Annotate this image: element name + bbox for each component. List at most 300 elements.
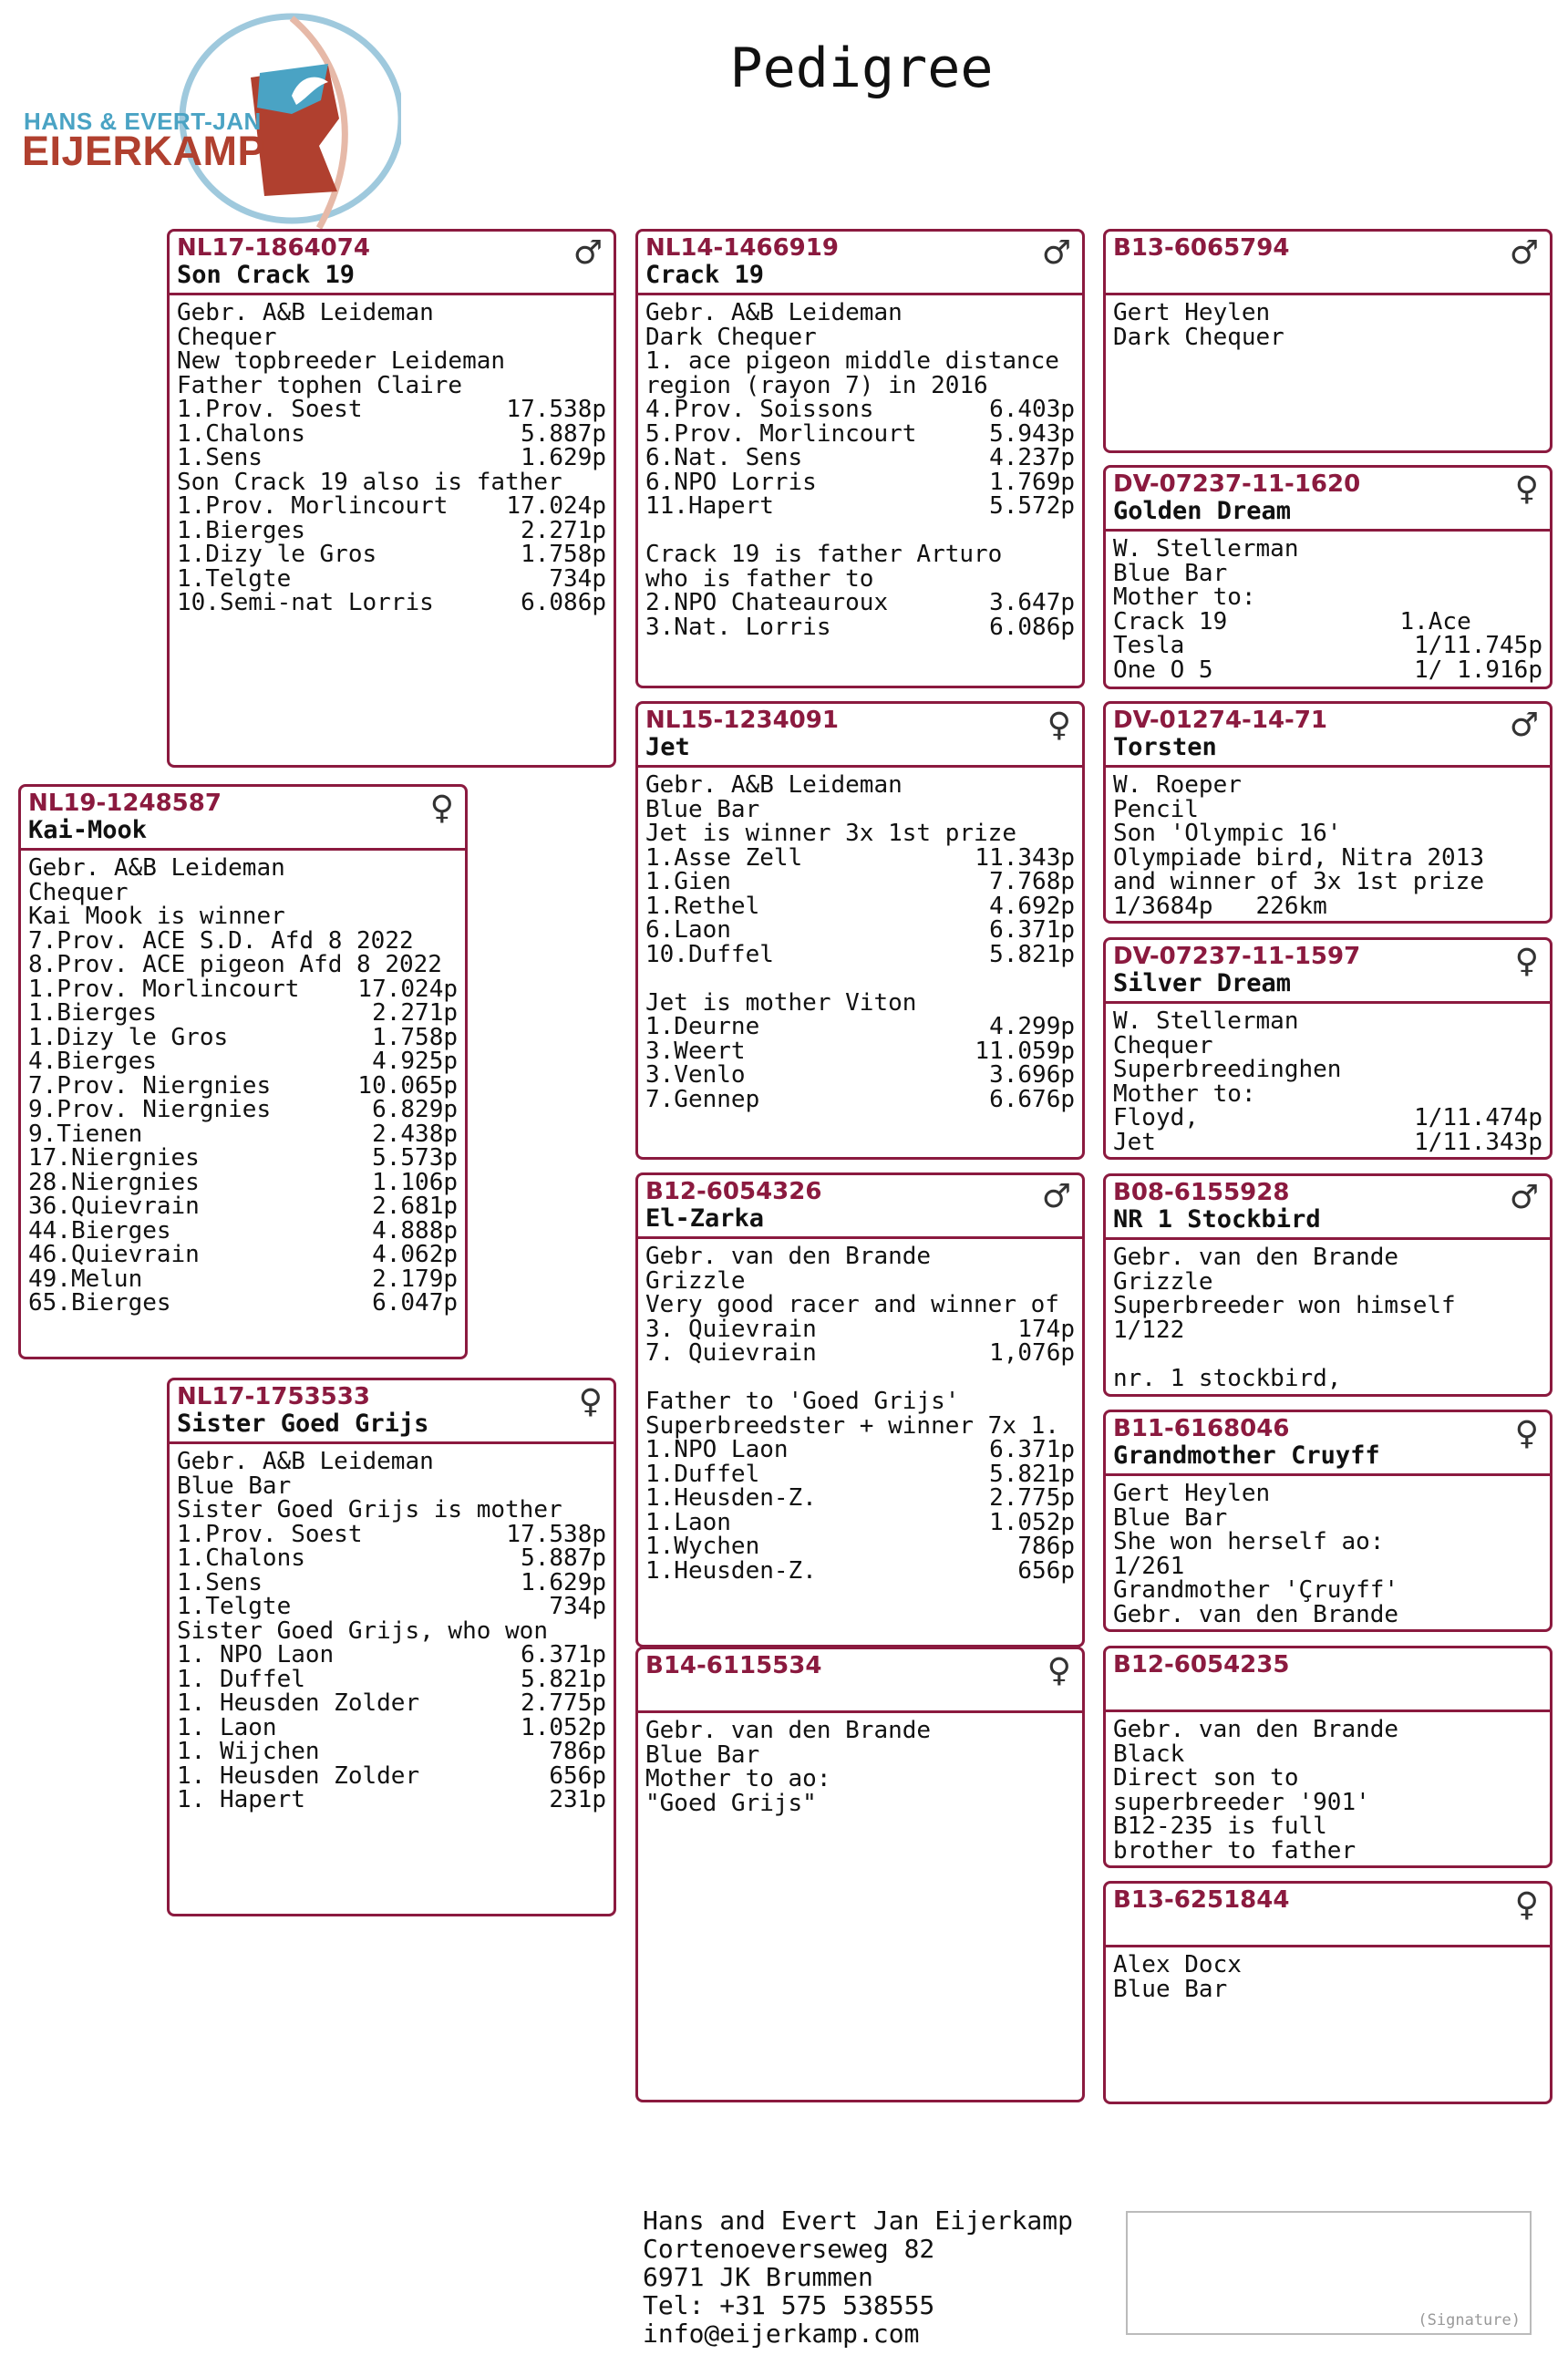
detail-text: 3.Nat. Lorris: [645, 613, 831, 641]
detail-line: [1113, 1552, 1542, 1580]
detail-value: 2.271p: [372, 999, 458, 1027]
detail-line: [1113, 1079, 1542, 1108]
detail-text: Superbreedster + winner 7x 1.: [645, 1411, 1059, 1440]
detail-line: [645, 1063, 1075, 1088]
detail-text: superbreeder '901': [1113, 1788, 1370, 1816]
detail-text: 4.Prov. Soissons: [645, 396, 874, 423]
detail-value: 786p: [1017, 1533, 1075, 1560]
detail-line: [1113, 1503, 1542, 1532]
detail-line: [645, 494, 1075, 519]
female-icon: ♀: [1514, 1415, 1539, 1452]
card-details: [21, 851, 465, 1316]
detail-value: 1.052p: [989, 1508, 1075, 1536]
card-details: [638, 295, 1082, 639]
detail-text: brother to father: [1113, 1836, 1357, 1864]
detail-text: Jet: [1113, 1128, 1156, 1156]
detail-value: 5.887p: [521, 1544, 606, 1572]
detail-line: [1113, 1788, 1542, 1816]
detail-text: 1.Dizy le Gros: [28, 1023, 229, 1051]
card-details: [638, 1713, 1082, 1815]
detail-text: Gebr. van den Brande: [645, 1717, 932, 1744]
detail-text: Chequer: [28, 878, 129, 906]
detail-line: [645, 795, 1075, 823]
detail-line: [177, 419, 606, 448]
footer-line: 6971 JK Brummen: [643, 2262, 873, 2292]
pedigree-card: [1103, 1173, 1553, 1397]
detail-text: 6.Nat. Sens: [645, 444, 803, 471]
detail-text: Grizzle: [645, 1266, 746, 1295]
detail-value: 656p: [549, 1761, 606, 1790]
detail-value: 7.768p: [989, 868, 1075, 895]
card-header: [1106, 940, 1550, 1004]
detail-line: [1113, 1814, 1542, 1839]
detail-text: 17.Niergnies: [28, 1144, 200, 1172]
detail-line: [177, 1616, 606, 1645]
detail-line: [645, 542, 1075, 567]
ring-number: B12-6054235: [1113, 1651, 1290, 1678]
detail-line: [177, 1474, 606, 1499]
detail-value: 6.086p: [521, 589, 606, 616]
detail-value: 1.769p: [989, 468, 1075, 496]
detail-line: [645, 988, 1075, 1017]
detail-value: 734p: [549, 564, 606, 593]
detail-line: [1113, 634, 1542, 658]
female-icon: ♀: [1514, 943, 1539, 980]
detail-value: 5.821p: [989, 940, 1075, 968]
card-header: [170, 232, 614, 295]
detail-text: 49.Melun: [28, 1265, 143, 1293]
detail-line: [28, 977, 458, 1002]
detail-line: [645, 1556, 1075, 1585]
detail-line: [177, 1546, 606, 1571]
female-icon: ♀: [1514, 1886, 1539, 1924]
detail-line: [645, 1341, 1075, 1366]
detail-line: [1113, 1342, 1542, 1367]
female-icon: ♀: [1514, 470, 1539, 508]
detail-value: 2.775p: [521, 1689, 606, 1717]
detail-value: 3.647p: [989, 589, 1075, 616]
detail-line: [1113, 559, 1542, 587]
detail-line: [645, 1438, 1075, 1462]
detail-value: 5.943p: [989, 419, 1075, 448]
detail-value: 6.403p: [989, 396, 1075, 423]
pigeon-name: El-Zarka: [645, 1204, 765, 1233]
detail-line: [177, 494, 606, 519]
detail-line: [1113, 1106, 1542, 1131]
detail-line: [28, 1071, 458, 1100]
detail-text: 36.Quievrain: [28, 1193, 200, 1220]
detail-text: 3.Venlo: [645, 1061, 746, 1089]
detail-line: [1113, 1600, 1542, 1628]
detail-value: 5.573p: [372, 1144, 458, 1172]
detail-text: W. Roeper: [1113, 771, 1242, 799]
detail-text: 10.Semi-nat Lorris: [177, 589, 434, 616]
detail-line: [1113, 894, 1542, 919]
detail-line: [177, 516, 606, 544]
detail-line: [1113, 1482, 1542, 1506]
detail-value: 4.062p: [372, 1241, 458, 1268]
detail-text: Gebr. van den Brande: [1113, 1716, 1399, 1743]
card-details: [1106, 1947, 1550, 2001]
detail-text: 1.Laon: [645, 1508, 731, 1536]
detail-text: 7.Gennep: [645, 1085, 760, 1113]
detail-line: [177, 349, 606, 374]
detail-value: 6.371p: [989, 916, 1075, 944]
ring-number: B11-6168046: [1113, 1415, 1290, 1442]
card-details: [170, 1444, 614, 1813]
detail-value: 17.538p: [506, 396, 606, 423]
detail-line: [28, 953, 458, 977]
detail-line: [28, 1122, 458, 1147]
detail-value: 1.629p: [521, 444, 606, 471]
detail-line: [645, 615, 1075, 640]
detail-text: Gebr. A&B Leideman: [28, 854, 285, 882]
detail-line: [177, 1665, 606, 1693]
detail-value: 2.681p: [372, 1193, 458, 1220]
detail-text: 2.NPO Chateauroux: [645, 589, 889, 616]
detail-text: Dark Chequer: [1113, 323, 1284, 351]
detail-value: 4.925p: [372, 1048, 458, 1075]
detail-text: Alex Docx: [1113, 1951, 1242, 1978]
detail-text: 1.Rethel: [645, 892, 760, 920]
detail-line: [645, 1486, 1075, 1511]
detail-value: 5.572p: [989, 492, 1075, 520]
detail-line: [177, 1498, 606, 1523]
pigeon-name: Jet: [645, 733, 690, 761]
ring-number: DV-07237-11-1620: [1113, 470, 1361, 498]
female-icon: ♀: [578, 1383, 603, 1420]
male-icon: ♂: [1509, 234, 1539, 272]
detail-line: [177, 325, 606, 350]
card-details: [1106, 1712, 1550, 1863]
detail-text: Olympiade bird, Nitra 2013: [1113, 843, 1484, 872]
detail-text: Dark Chequer: [645, 323, 817, 351]
detail-line: [1113, 1294, 1542, 1318]
detail-value: 6.676p: [989, 1085, 1075, 1113]
detail-text: Superbreedinghen: [1113, 1056, 1342, 1083]
detail-text: Crack 19: [1113, 607, 1228, 635]
detail-text: Blue Bar: [645, 1740, 760, 1769]
detail-text: 1.Prov. Morlincourt: [177, 492, 449, 520]
ring-number: B14-6115534: [645, 1652, 822, 1679]
detail-text: Jet is winner 3x 1st prize: [645, 820, 1016, 847]
detail-line: [645, 1366, 1075, 1390]
detail-line: [28, 1023, 458, 1051]
detail-value: 1.629p: [521, 1568, 606, 1596]
detail-text: Son 'Olympic 16': [1113, 820, 1342, 847]
detail-line: [645, 1266, 1075, 1295]
detail-line: [28, 1001, 458, 1026]
pedigree-card: [167, 1378, 616, 1916]
pigeon-name: Torsten: [1113, 733, 1217, 761]
card-details: [638, 768, 1082, 1111]
ring-number: B12-6054326: [645, 1178, 822, 1205]
detail-line: [177, 1713, 606, 1741]
detail-text: Gebr. van den Brande: [1113, 1600, 1399, 1628]
detail-line: [645, 894, 1075, 919]
detail-line: [645, 918, 1075, 943]
detail-value: 1/11.745p: [1414, 632, 1542, 659]
detail-text: Grizzle: [1113, 1267, 1213, 1296]
detail-line: [645, 371, 1075, 399]
detail-text: nr. 1 stockbird,: [1113, 1364, 1342, 1392]
detail-line: [645, 940, 1075, 968]
detail-text: Gebr. van den Brande: [1113, 1244, 1399, 1271]
detail-text: region (rayon 7) in 2016: [645, 371, 988, 399]
card-details: [638, 1239, 1082, 1583]
pedigree-card: [1103, 1881, 1553, 2104]
detail-value: 1/11.474p: [1414, 1104, 1542, 1131]
detail-value: 4.692p: [989, 892, 1075, 920]
female-icon: ♀: [1047, 1652, 1071, 1689]
pigeon-name: Son Crack 19: [177, 261, 356, 289]
detail-line: [645, 1245, 1075, 1269]
detail-line: [1113, 870, 1542, 894]
card-header: [1106, 1648, 1550, 1712]
detail-text: Father tophen Claire: [177, 371, 463, 399]
detail-text: Floyd,: [1113, 1104, 1199, 1131]
detail-text: 6.NPO Lorris: [645, 468, 817, 496]
detail-line: [645, 349, 1075, 374]
signature-box: [1126, 2211, 1532, 2335]
detail-text: 1.Deurne: [645, 1013, 760, 1040]
pigeon-name: Kai-Mook: [28, 816, 148, 844]
detail-text: 1.Heusden-Z.: [645, 1556, 817, 1585]
detail-text: Superbreeder won himself: [1113, 1292, 1456, 1319]
detail-value: 6.371p: [521, 1641, 606, 1668]
detail-text: New topbreeder Leideman: [177, 347, 506, 375]
pedigree-card: [635, 1172, 1085, 1647]
detail-line: [28, 1267, 458, 1292]
detail-text: 1.Dizy le Gros: [177, 541, 377, 568]
detail-text: Blue Bar: [645, 795, 760, 823]
pedigree-card: [1103, 229, 1553, 453]
detail-line: [1113, 1267, 1542, 1296]
detail-text: 28.Niergnies: [28, 1168, 200, 1196]
detail-line: [1113, 585, 1542, 610]
detail-value: 17.538p: [506, 1520, 606, 1548]
detail-line: [645, 1740, 1075, 1769]
detail-line: [645, 1789, 1075, 1817]
detail-text: Crack 19 is father Arturo: [645, 541, 1003, 568]
detail-line: [177, 1450, 606, 1474]
detail-line: [28, 1168, 458, 1196]
detail-line: [177, 371, 606, 399]
card-details: [170, 295, 614, 615]
detail-line: [645, 821, 1075, 846]
detail-line: [645, 1411, 1075, 1440]
detail-value: 10.065p: [357, 1071, 458, 1100]
detail-text: Blue Bar: [177, 1472, 292, 1500]
detail-text: 3.Weert: [645, 1037, 746, 1065]
detail-line: [1113, 1975, 1542, 2003]
detail-text: Black: [1113, 1740, 1185, 1768]
detail-line: [1113, 795, 1542, 823]
detail-value: 6.086p: [989, 613, 1075, 641]
male-icon: ♂: [1509, 1179, 1539, 1216]
detail-line: [645, 519, 1075, 543]
detail-line: [645, 301, 1075, 325]
detail-value: 1.106p: [372, 1168, 458, 1196]
pedigree-card: [1103, 465, 1553, 689]
detail-value: 6.371p: [989, 1436, 1075, 1463]
detail-line: [1113, 325, 1542, 350]
detail-text: 1. Laon: [177, 1713, 277, 1741]
detail-value: 2.775p: [989, 1484, 1075, 1512]
detail-line: [177, 1595, 606, 1619]
detail-text: 1. Hapert: [177, 1786, 305, 1813]
detail-line: [177, 470, 606, 495]
detail-text: 1. Heusden Zolder: [177, 1761, 420, 1790]
detail-text: Chequer: [177, 323, 277, 351]
detail-line: [1113, 1318, 1542, 1343]
card-header: [21, 787, 465, 851]
card-details: [1106, 1004, 1550, 1154]
detail-value: 6.047p: [372, 1289, 458, 1317]
logo-line-1: HANS & EVERT-JAN: [24, 108, 262, 135]
detail-text: B12-235 is full: [1113, 1813, 1327, 1840]
detail-line: [1113, 1364, 1542, 1392]
detail-value: 17.024p: [506, 492, 606, 520]
detail-line: [177, 1788, 606, 1813]
ring-number: B13-6065794: [1113, 234, 1290, 262]
detail-text: 1/261: [1113, 1552, 1185, 1580]
card-header: [170, 1380, 614, 1444]
detail-text: 1.Sens: [177, 1568, 263, 1596]
detail-text: Mother to ao:: [645, 1765, 831, 1792]
detail-value: 1.758p: [372, 1023, 458, 1051]
detail-line: [645, 325, 1075, 350]
detail-text: Blue Bar: [1113, 1975, 1228, 2003]
detail-line: [645, 1039, 1075, 1064]
card-header: [638, 1175, 1082, 1239]
detail-value: 1.Ace: [1399, 607, 1542, 635]
male-icon: ♂: [1509, 707, 1539, 744]
detail-text: Direct son to: [1113, 1764, 1299, 1792]
detail-text: 1.Telgte: [177, 1593, 292, 1620]
detail-text: 1.Sens: [177, 444, 263, 471]
logo-line-2: EIJERKAMP: [22, 128, 266, 174]
detail-line: [28, 926, 458, 955]
pedigree-card: [1103, 701, 1553, 924]
detail-text: Tesla: [1113, 632, 1185, 659]
detail-value: 231p: [549, 1786, 606, 1813]
detail-value: 2.271p: [521, 516, 606, 544]
detail-line: [1113, 1031, 1542, 1059]
detail-text: Mother to:: [1113, 1079, 1256, 1108]
detail-line: [177, 398, 606, 422]
detail-line: [1113, 537, 1542, 562]
detail-line: [177, 1761, 606, 1790]
detail-value: 3.696p: [989, 1061, 1075, 1089]
detail-text: "Goed Grijs": [645, 1789, 817, 1817]
card-details: [1106, 532, 1550, 682]
detail-text: 46.Quievrain: [28, 1241, 200, 1268]
detail-line: [645, 1015, 1075, 1039]
detail-text: Gebr. A&B Leideman: [177, 299, 434, 326]
detail-line: [177, 564, 606, 593]
detail-line: [1113, 1128, 1542, 1156]
detail-line: [645, 398, 1075, 422]
detail-value: 4.299p: [989, 1013, 1075, 1040]
detail-line: [645, 470, 1075, 495]
detail-value: 5.887p: [521, 419, 606, 448]
detail-text: 7.Prov. ACE S.D. Afd 8 2022: [28, 926, 414, 955]
detail-text: Gebr. A&B Leideman: [645, 299, 903, 326]
detail-line: [645, 564, 1075, 593]
pigeon-name: Grandmother Cruyff: [1113, 1441, 1380, 1470]
detail-value: 1.758p: [521, 541, 606, 568]
ring-number: NL17-1753533: [177, 1383, 370, 1410]
detail-text: Chequer: [1113, 1031, 1213, 1059]
detail-text: 1.Asse Zell: [645, 843, 803, 872]
detail-text: 6.Laon: [645, 916, 731, 944]
detail-line: [645, 870, 1075, 894]
detail-line: [1113, 607, 1542, 635]
card-header: [1106, 704, 1550, 768]
detail-line: [177, 1568, 606, 1596]
detail-line: [645, 1085, 1075, 1113]
detail-text: W. Stellerman: [1113, 535, 1299, 563]
detail-line: [645, 1389, 1075, 1414]
card-header: [638, 232, 1082, 295]
detail-line: [645, 1767, 1075, 1792]
detail-line: [28, 856, 458, 881]
card-details: [1106, 768, 1550, 918]
detail-text: 4.Bierges: [28, 1048, 157, 1075]
detail-line: [645, 773, 1075, 798]
detail-line: [177, 1740, 606, 1764]
detail-value: 2.179p: [372, 1265, 458, 1293]
detail-text: 65.Bierges: [28, 1289, 171, 1317]
detail-text: Gebr. A&B Leideman: [177, 1448, 434, 1475]
card-header: [1106, 1884, 1550, 1947]
detail-value: 1,076p: [989, 1339, 1075, 1367]
ring-number: NL17-1864074: [177, 234, 370, 262]
detail-text: 1/122: [1113, 1316, 1185, 1344]
detail-line: [28, 904, 458, 929]
ring-number: DV-07237-11-1597: [1113, 943, 1361, 970]
footer-line: Cortenoeverseweg 82: [643, 2234, 935, 2264]
detail-text: 1.Heusden-Z.: [645, 1484, 817, 1512]
female-icon: ♀: [1047, 707, 1071, 744]
detail-text: Gert Heylen: [1113, 299, 1271, 326]
detail-line: [645, 1534, 1075, 1559]
detail-text: 44.Bierges: [28, 1216, 171, 1245]
detail-text: 5.Prov. Morlincourt: [645, 419, 917, 448]
footer-line: Hans and Evert Jan Eijerkamp: [643, 2205, 1074, 2236]
detail-value: 17.024p: [357, 975, 458, 1003]
detail-line: [645, 1508, 1075, 1536]
detail-line: [645, 419, 1075, 448]
detail-value: 11.059p: [975, 1037, 1075, 1065]
detail-line: [1113, 658, 1542, 683]
detail-text: 1.Prov. Soest: [177, 1520, 363, 1548]
detail-text: 1.Wychen: [645, 1533, 760, 1560]
card-header: [1106, 232, 1550, 295]
detail-value: 4.237p: [989, 444, 1075, 471]
male-icon: ♂: [573, 234, 603, 272]
male-icon: ♂: [1041, 234, 1071, 272]
detail-text: 1.Gien: [645, 868, 731, 895]
detail-text: Sister Goed Grijs is mother: [177, 1496, 562, 1524]
detail-text: 1. Heusden Zolder: [177, 1689, 420, 1717]
detail-line: [645, 843, 1075, 872]
detail-line: [1113, 1766, 1542, 1791]
pedigree-card: [167, 229, 616, 768]
detail-text: 1.Duffel: [645, 1460, 760, 1488]
footer-email[interactable]: info@eijerkamp.com: [643, 2319, 920, 2349]
